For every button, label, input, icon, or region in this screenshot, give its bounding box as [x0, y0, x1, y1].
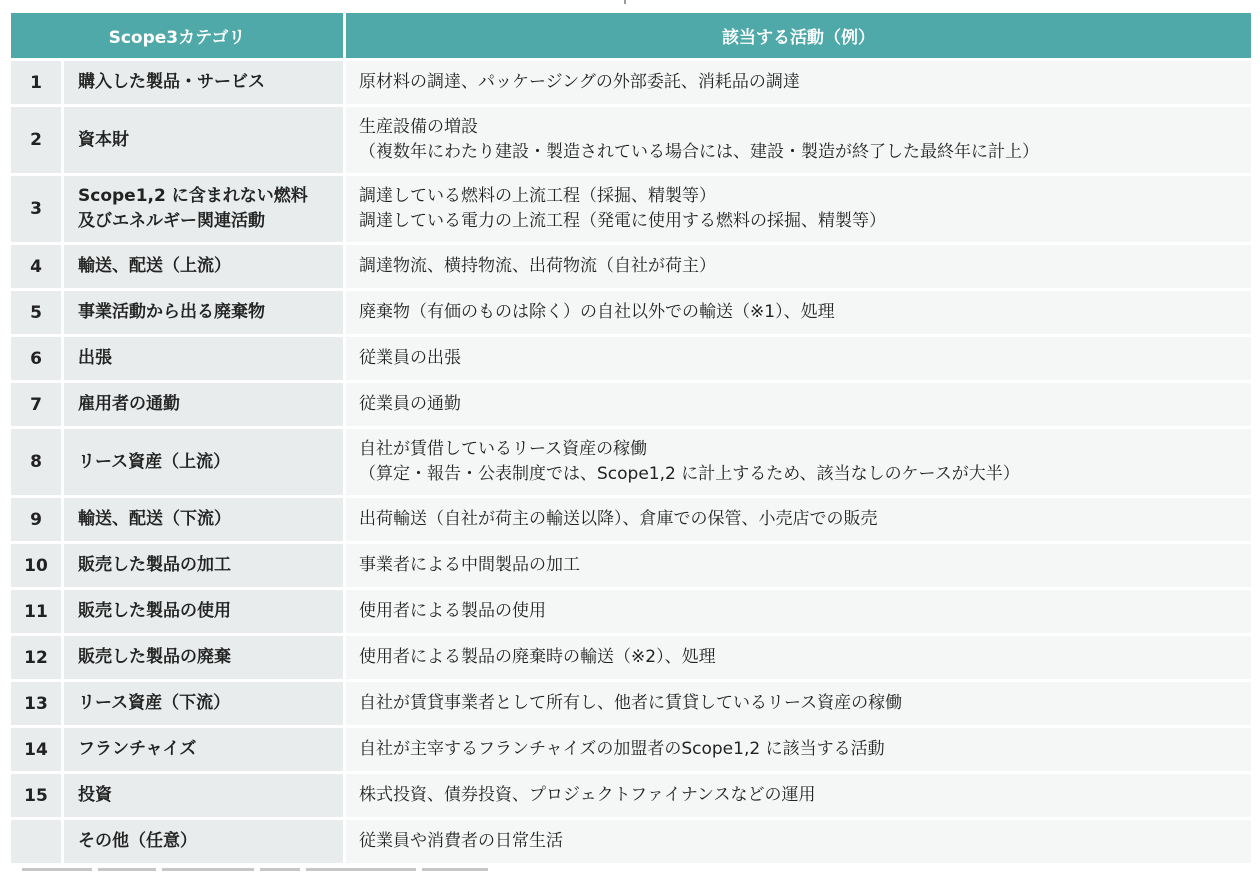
activity-cell	[346, 498, 1251, 541]
activity-cell	[346, 107, 1251, 173]
activity-line: 従業員や消費者の日常生活	[359, 831, 564, 851]
activity-line: 従業員の出張	[359, 348, 462, 368]
table-row	[11, 176, 1251, 242]
table-row	[11, 498, 1251, 541]
header-category: Scope3カテゴリ	[11, 13, 346, 58]
category-line: リース資産（下流）	[78, 693, 231, 713]
row-number: 8	[11, 429, 64, 495]
table-row	[11, 682, 1251, 725]
row-number: 12	[11, 636, 64, 679]
category-cell	[64, 383, 346, 426]
activity-cell	[346, 429, 1251, 495]
table-header-row	[11, 13, 1251, 58]
row-number: 2	[11, 107, 64, 173]
category-cell	[64, 820, 346, 863]
category-line: 輸送、配送（下流）	[78, 509, 231, 529]
category-cell	[64, 498, 346, 541]
category-cell	[64, 682, 346, 725]
category-line: 投資	[78, 785, 112, 805]
table-row	[11, 429, 1251, 495]
activity-line: 調達している電力の上流工程（発電に使用する燃料の採掘、精製等）	[359, 211, 887, 231]
row-number: 5	[11, 291, 64, 334]
activity-cell	[346, 820, 1251, 863]
category-line: 及びエネルギー関連活動	[78, 211, 265, 231]
category-cell	[64, 176, 346, 242]
activity-cell	[346, 291, 1251, 334]
activity-line: 廃棄物（有価のものは除く）の自社以外での輸送（※1）、処理	[359, 302, 835, 322]
category-cell	[64, 337, 346, 380]
row-number: 9	[11, 498, 64, 541]
table-row	[11, 590, 1251, 633]
activity-cell	[346, 682, 1251, 725]
activity-cell	[346, 774, 1251, 817]
row-number: 10	[11, 544, 64, 587]
row-number: 7	[11, 383, 64, 426]
category-line: 出張	[78, 348, 112, 368]
category-line: 雇用者の通勤	[78, 394, 180, 414]
category-cell	[64, 61, 346, 104]
table-body	[11, 61, 1251, 863]
activity-cell	[346, 176, 1251, 242]
row-number	[11, 820, 64, 863]
activity-line: 出荷輸送（自社が荷主の輸送以降）、倉庫での保管、小売店での販売	[359, 509, 878, 529]
activity-cell	[346, 337, 1251, 380]
activity-line: 調達している燃料の上流工程（採掘、精製等）	[359, 186, 717, 206]
table-row	[11, 337, 1251, 380]
category-line: リース資産（上流）	[78, 451, 231, 472]
row-number: 1	[11, 61, 64, 104]
activity-cell	[346, 544, 1251, 587]
category-cell	[64, 107, 346, 173]
activity-line: 生産設備の増設	[359, 117, 479, 137]
category-cell	[64, 590, 346, 633]
activity-line: 自社が賃借しているリース資産の稼働	[359, 439, 648, 459]
table-row	[11, 61, 1251, 104]
row-number: 13	[11, 682, 64, 725]
category-cell	[64, 245, 346, 288]
activity-line: 従業員の通勤	[359, 394, 462, 414]
category-line: 購入した製品・サービス	[78, 72, 265, 92]
activity-line: 使用者による製品の廃棄時の輸送（※2）、処理	[359, 647, 716, 667]
category-cell	[64, 429, 346, 495]
header-activity: 該当する活動（例）	[346, 13, 1251, 58]
category-line: 資本財	[78, 129, 129, 150]
category-cell	[64, 636, 346, 679]
table-row	[11, 774, 1251, 817]
row-number: 11	[11, 590, 64, 633]
table-row	[11, 820, 1251, 863]
table-row	[11, 636, 1251, 679]
activity-line: 株式投資、債券投資、プロジェクトファイナンスなどの運用	[359, 785, 816, 805]
top-tick-mark	[624, 0, 626, 4]
activity-line: （複数年にわたり建設・製造されている場合には、建設・製造が終了した最終年に計上）	[359, 142, 1040, 162]
category-cell	[64, 774, 346, 817]
cropped-footnote-text	[22, 868, 582, 876]
activity-cell	[346, 245, 1251, 288]
category-line: 事業活動から出る廃棄物	[78, 302, 265, 322]
category-line: 販売した製品の加工	[78, 555, 231, 575]
row-number: 15	[11, 774, 64, 817]
category-cell	[64, 544, 346, 587]
activity-cell	[346, 636, 1251, 679]
activity-line: 調達物流、横持物流、出荷物流（自社が荷主）	[359, 256, 717, 276]
row-number: 3	[11, 176, 64, 242]
activity-line: 原材料の調達、パッケージングの外部委託、消耗品の調達	[359, 72, 800, 92]
category-line: その他（任意）	[78, 831, 197, 851]
activity-line: 使用者による製品の使用	[359, 601, 547, 621]
activity-cell	[346, 728, 1251, 771]
row-number: 6	[11, 337, 64, 380]
category-cell	[64, 728, 346, 771]
category-line: Scope1,2 に含まれない燃料	[78, 186, 308, 206]
category-line: フランチャイズ	[78, 739, 197, 759]
category-cell	[64, 291, 346, 334]
activity-cell	[346, 590, 1251, 633]
category-line: 輸送、配送（上流）	[78, 256, 231, 276]
table-row	[11, 728, 1251, 771]
activity-line: 自社が主宰するフランチャイズの加盟者のScope1,2 に該当する活動	[359, 739, 885, 759]
table-row	[11, 383, 1251, 426]
activity-cell	[346, 61, 1251, 104]
activity-cell	[346, 383, 1251, 426]
row-number: 4	[11, 245, 64, 288]
category-line: 販売した製品の使用	[78, 601, 231, 621]
scope3-category-table	[11, 10, 1251, 866]
table-row	[11, 291, 1251, 334]
row-number: 14	[11, 728, 64, 771]
category-line: 販売した製品の廃棄	[78, 647, 231, 667]
activity-line: 事業者による中間製品の加工	[359, 555, 581, 575]
activity-line: 自社が賃貸事業者として所有し、他者に賃貸しているリース資産の稼働	[359, 693, 903, 713]
table-row	[11, 245, 1251, 288]
activity-line: （算定・報告・公表制度では、Scope1,2 に計上するため、該当なしのケースが大半）	[359, 464, 1020, 484]
table-row	[11, 107, 1251, 173]
table-row	[11, 544, 1251, 587]
